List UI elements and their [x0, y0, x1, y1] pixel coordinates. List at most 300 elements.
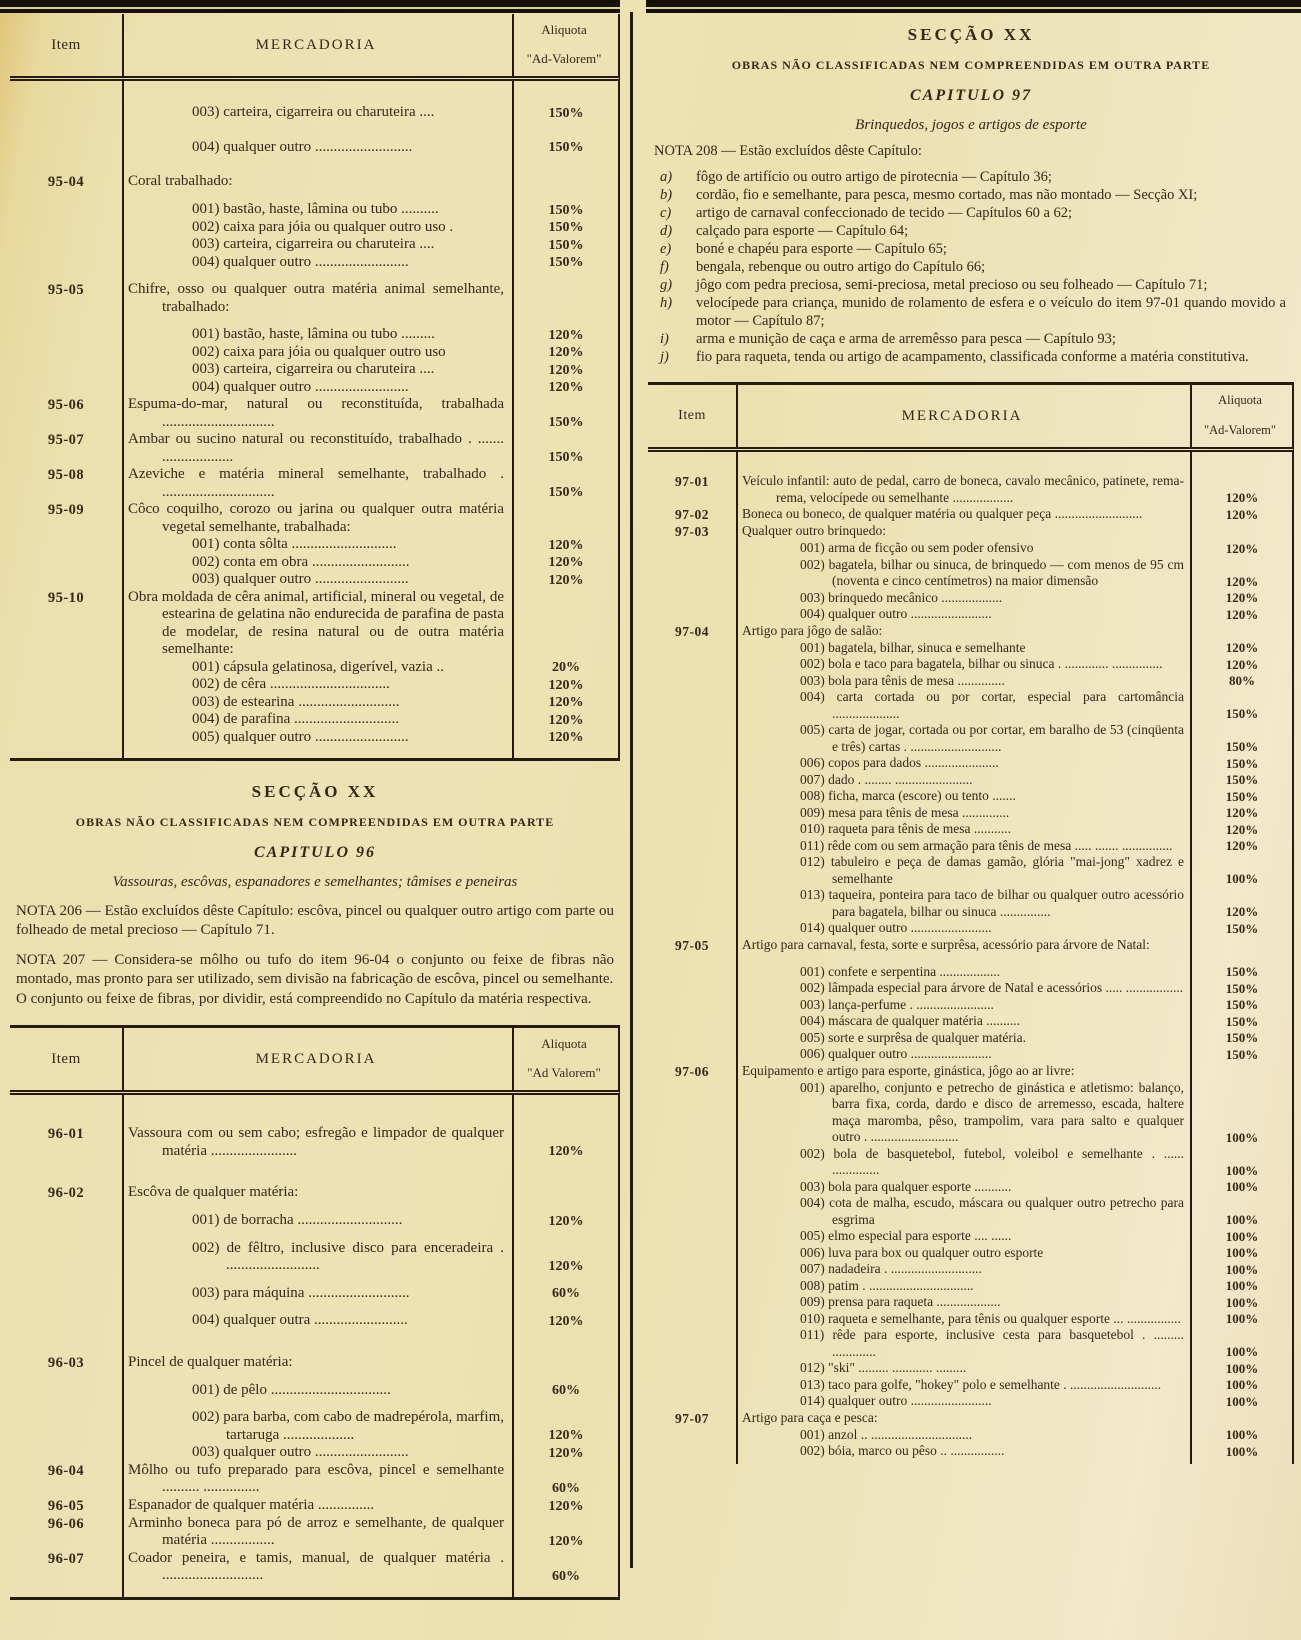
table-row: [648, 887, 1292, 920]
mercadoria-text: 007) dado . ........ .......................: [800, 771, 973, 787]
mercadoria-text: 004) carta cortada ou por cortar, especial para cartomância ....................: [800, 689, 1184, 721]
mercadoria-text: 003) carteira, cigarreira ou charuteira ....: [192, 361, 435, 377]
item-number: 97-06: [675, 1063, 709, 1079]
aliquota-value: [1192, 623, 1292, 640]
table-row: [648, 606, 1292, 623]
mercadoria-text: 005) carta de jogar, cortada ou por cortar, em baralho de 53 (cinqüenta e três) cartas . ...........................: [800, 722, 1184, 754]
item-number: [648, 1013, 736, 1030]
table-row: [648, 557, 1292, 590]
exclusion-item: [650, 168, 1290, 186]
table-body: [10, 81, 620, 761]
mercadoria-text: Boneca ou boneco, de qualquer matéria ou qualquer peça ..........................: [742, 506, 1143, 521]
table-row: [648, 1278, 1292, 1295]
item-number: [648, 1046, 736, 1063]
mercadoria-text: 002) conta em obra ..........................: [192, 553, 410, 570]
table-row: [10, 271, 618, 316]
aliquota-value: 100%: [1225, 1377, 1259, 1392]
exclusion-item: [650, 186, 1290, 204]
mercadoria-text: 009) mesa para tênis de mesa ..............: [800, 804, 1010, 820]
mercadoria-text: Artigo para carnaval, festa, sorte e surprêsa, acessório para árvore de Natal:: [742, 936, 1150, 952]
item-number: [648, 1427, 736, 1444]
aliquota-value: 120%: [1225, 838, 1259, 853]
mercadoria-text: 003) lança-perfume . .......................: [800, 996, 994, 1012]
aliquota-value: 150%: [548, 140, 584, 155]
mercadoria-text: Qualquer outro brinquedo:: [742, 523, 886, 538]
exclusion-letter: c): [660, 205, 672, 221]
aliquota-value: 120%: [548, 730, 584, 745]
aliquota-value: 120%: [548, 1258, 584, 1274]
item-number: 95-06: [47, 397, 85, 413]
table-header: [10, 1025, 620, 1095]
column-header-aliquota: [1188, 385, 1292, 447]
aliquota-value: 100%: [1225, 1278, 1259, 1293]
item-number: [10, 694, 122, 712]
mercadoria-text: Espanador de qualquer matéria ...............: [128, 1496, 375, 1513]
table-row: [648, 1030, 1292, 1047]
item-number: [10, 201, 122, 219]
mercadoria-text: 003) carteira, cigarreira ou charuteira ....: [192, 104, 435, 120]
table-row: [648, 1427, 1292, 1444]
mercadoria-text: 005) qualquer outro .........................: [192, 728, 409, 745]
aliquota-value: 150%: [1225, 980, 1259, 996]
item-number: [10, 236, 122, 254]
aliquota-value: 120%: [548, 1533, 584, 1549]
aliquota-value: 150%: [1225, 772, 1259, 787]
table-row: [648, 540, 1292, 557]
item-number: [10, 729, 122, 747]
table-row: [648, 1195, 1292, 1228]
mercadoria-text: 010) raqueta e semelhante, para tênis ou qualquer esporte ... ................: [800, 1310, 1181, 1326]
table-row: [10, 316, 618, 344]
item-number: [648, 1393, 736, 1410]
aliquota-value: 120%: [1225, 590, 1259, 605]
aliquota-value: 120%: [1225, 821, 1259, 837]
item-number: [10, 676, 122, 694]
aliquota-value: 120%: [548, 555, 584, 570]
aliquota-value: 150%: [1225, 1030, 1259, 1045]
table-header: [648, 382, 1294, 452]
item-number: [648, 689, 736, 722]
section-title: SECÇÃO XX: [907, 25, 1035, 44]
tariff-table-chapter-95: [10, 14, 620, 761]
table-row: [10, 501, 618, 536]
chapter-subtitle: Vassouras, escôvas, espanadores e semelhantes; tâmises e peneiras: [112, 874, 518, 890]
exclusions-list: [650, 168, 1292, 366]
item-number: 97-04: [675, 623, 709, 639]
table-row: [648, 640, 1292, 657]
mercadoria-text: Chifre, osso ou qualquer outra matéria animal semelhante, trabalhado:: [128, 281, 504, 315]
section-subtitle-obras: OBRAS NÃO CLASSIFICADAS NEM COMPREENDIDAS EM OUTRA PARTE: [75, 815, 555, 829]
mercadoria-text: 001) bastão, haste, lâmina ou tubo .........: [192, 326, 435, 342]
table-row: [10, 1202, 618, 1230]
aliquota-value: 150%: [1225, 964, 1259, 979]
item-number: 96-03: [47, 1354, 85, 1371]
mercadoria-text: 003) brinquedo mecânico ..................: [800, 589, 1003, 605]
aliquota-value: 150%: [548, 450, 584, 465]
aliquota-value: 120%: [548, 1428, 584, 1443]
exclusion-text: fio para raqueta, tenda ou artigo de acampamento, classificada conforme a matéria constitutiva.: [696, 349, 1249, 365]
table-row: [648, 1294, 1292, 1311]
mercadoria-text: 004) de parafina ............................: [192, 711, 400, 727]
item-number: 96-07: [47, 1550, 85, 1567]
item-number: [648, 1278, 736, 1295]
aliquota-value: 100%: [1225, 1228, 1259, 1244]
item-number: [648, 964, 736, 981]
exclusion-text: cordão, fio e semelhante, para pesca, mesmo cortado, mas não montado — Secção XI;: [696, 187, 1198, 203]
item-number: [648, 755, 736, 772]
aliquota-value: 60%: [552, 1383, 580, 1398]
item-number: 96-06: [47, 1515, 85, 1532]
aliquota-value: 120%: [548, 1445, 584, 1461]
item-number: [648, 772, 736, 789]
aliquota-value: 120%: [1225, 805, 1259, 820]
mercadoria-text: 003) carteira, cigarreira ou charuteira ....: [192, 236, 435, 252]
mercadoria-text: Equipamento e artigo para esporte, ginástica, jôgo ao ar livre:: [742, 1062, 1075, 1078]
mercadoria-text: 002) lâmpada especial para árvore de Natal e acessórios ..... .................: [800, 980, 1184, 995]
mercadoria-text: 004) qualquer outro ........................: [800, 606, 992, 621]
table-row: [648, 997, 1292, 1014]
exclusion-letter: a): [660, 169, 673, 185]
exclusion-item: [650, 330, 1290, 348]
aliquota-value: 150%: [1225, 920, 1259, 936]
mercadoria-text: 003) bola para tênis de mesa ..............: [800, 672, 1005, 688]
table-row: [10, 729, 618, 747]
table-row: [648, 805, 1292, 822]
table-row: [648, 980, 1292, 997]
aliquota-value: 150%: [548, 105, 584, 121]
right-column: [648, 0, 1294, 1464]
item-number: [648, 1261, 736, 1278]
item-number: 95-08: [47, 467, 85, 483]
table-row: [10, 1101, 618, 1160]
section-heading-capitulo-97: [648, 0, 1294, 368]
mercadoria-text: 001) de pêlo ................................: [192, 1381, 391, 1398]
column-header-item: Item: [51, 1050, 81, 1067]
table-row: [10, 659, 618, 677]
mercadoria-text: 009) prensa para raqueta ...................: [800, 1294, 1001, 1309]
mercadoria-text: Pincel de qualquer matéria:: [128, 1353, 293, 1370]
item-number: [648, 821, 736, 838]
item-number: [648, 1360, 736, 1377]
table-row: [648, 772, 1292, 789]
item-number: [10, 536, 122, 554]
mercadoria-text: 001) aparelho, conjunto e petrecho de ginástica e atletismo: balanço, barra fixa, corda, dardo e disco de arremesso, escada, haltere maça maromba, pêso, trampolim, vara para salto e qualquer outro . ..........................: [800, 1079, 1184, 1144]
item-number: [10, 711, 122, 729]
ad-valorem-label: "Ad-Valorem": [1204, 423, 1276, 437]
item-number: [648, 1245, 736, 1262]
mercadoria-text: 012) tabuleiro e peça de damas gamão, glória "mai-jong" xadrez e semelhante: [800, 854, 1184, 886]
table-row: [648, 1261, 1292, 1278]
table-row: [648, 838, 1292, 855]
mercadoria-text: Vassoura com ou sem cabo; esfregão e limpador de qualquer matéria .......................: [128, 1125, 504, 1159]
mercadoria-text: 006) copos para dados ......................: [800, 755, 999, 770]
item-number: [10, 1285, 122, 1303]
aliquota-value: 120%: [1225, 540, 1259, 556]
table-row: [10, 554, 618, 572]
column-header-item: Item: [678, 408, 706, 423]
mercadoria-text: 004) qualquer outra .........................: [192, 1312, 408, 1328]
table-row: [10, 379, 618, 397]
mercadoria-text: 004) qualquer outro ..........................: [192, 138, 413, 155]
table-row: [648, 673, 1292, 690]
item-number: [648, 557, 736, 590]
exclusion-letter: d): [660, 223, 673, 239]
item-number: [10, 1312, 122, 1330]
aliquota-value: 100%: [1225, 1443, 1259, 1459]
aliquota-value: [514, 589, 618, 659]
exclusion-text: boné e chapéu para esporte — Capítulo 65;: [696, 241, 947, 257]
column-divider: [630, 12, 633, 1568]
aliquota-label: Aliquota: [1218, 393, 1262, 407]
table-row: [648, 1311, 1292, 1328]
item-number: [648, 1377, 736, 1394]
mercadoria-text: 002) bóia, marco ou pêso .. ................: [800, 1443, 1005, 1458]
mercadoria-text: Escôva de qualquer matéria:: [128, 1184, 299, 1200]
aliquota-value: 150%: [548, 220, 584, 235]
exclusion-item: [650, 240, 1290, 258]
table-row: [648, 506, 1292, 523]
item-number: [10, 379, 122, 397]
column-header-aliquota: [510, 1028, 618, 1090]
table-row: [10, 254, 618, 272]
item-number: [648, 887, 736, 920]
mercadoria-text: 006) qualquer outro ........................: [800, 1046, 992, 1061]
item-number: 96-05: [47, 1497, 85, 1514]
aliquota-value: [514, 173, 618, 191]
item-number: [648, 640, 736, 657]
item-number: 97-02: [675, 507, 709, 522]
table-row: [648, 689, 1292, 722]
exclusion-item: [650, 276, 1290, 294]
item-number: [10, 139, 122, 157]
item-number: [10, 254, 122, 272]
aliquota-value: 120%: [548, 712, 584, 728]
table-row: [648, 755, 1292, 772]
exclusion-text: artigo de carnaval confeccionado de tecido — Capítulos 60 a 62;: [696, 205, 1073, 221]
table-row: [648, 523, 1292, 540]
mercadoria-text: Azeviche e matéria mineral semelhante, trabalhado . ..............................: [128, 466, 504, 500]
aliquota-value: 100%: [1225, 1212, 1259, 1227]
mercadoria-text: 010) raqueta para tênis de mesa ...........: [800, 821, 1012, 836]
mercadoria-text: 002) caixa para jóia ou qualquer outro uso: [192, 343, 446, 360]
exclusion-item: [650, 222, 1290, 240]
item-number: [10, 1382, 122, 1400]
item-number: 97-03: [675, 524, 709, 539]
mercadoria-text: Espuma-do-mar, natural ou reconstituída, trabalhada ..............................: [128, 396, 504, 430]
item-number: [648, 980, 736, 997]
aliquota-value: 100%: [1225, 1344, 1259, 1359]
item-number: 97-05: [675, 937, 709, 953]
item-number: [10, 219, 122, 237]
table-row: [10, 1302, 618, 1330]
mercadoria-text: 013) taqueira, ponteira para taco de bilhar ou qualquer outro acessório para bagatela, bilhar ou sinuca ...............: [800, 887, 1184, 919]
table-row: [10, 676, 618, 694]
mercadoria-text: 008) patim . ...............................: [800, 1277, 974, 1293]
nota-208: NOTA 208 — Estão excluídos dêste Capítulo:: [654, 143, 922, 159]
table-row: [648, 1327, 1292, 1360]
exclusion-letter: f): [660, 259, 669, 275]
aliquota-value: 150%: [1225, 997, 1259, 1012]
aliquota-value: 150%: [1225, 1046, 1259, 1062]
exclusion-letter: j): [660, 349, 669, 365]
aliquota-value: 150%: [548, 485, 584, 500]
item-number: [648, 788, 736, 805]
mercadoria-text: Artigo para jôgo de salão:: [742, 622, 883, 638]
mercadoria-text: 002) de fêltro, inclusive disco para enceradeira . .........................: [192, 1239, 504, 1273]
column-header-mercadoria: MERCADORIA: [255, 36, 377, 53]
mercadoria-text: 003) de estearina ...........................: [192, 693, 400, 710]
table-row: [648, 821, 1292, 838]
aliquota-value: 100%: [1225, 1393, 1259, 1409]
mercadoria-text: 001) confete e serpentina ..................: [800, 963, 1001, 979]
item-number: 96-02: [47, 1185, 85, 1201]
exclusion-item: [650, 294, 1290, 330]
table-row: [648, 456, 1292, 506]
aliquota-value: 100%: [1225, 1427, 1259, 1442]
mercadoria-text: 002) bola e taco para bagatela, bilhar ou sinuca . ............. ...............: [800, 656, 1163, 671]
nota-207-continuation: O conjunto ou feixe de fibras, por dividir, está compreendido no Capítulo da matéria respectiva.: [16, 991, 592, 1007]
aliquota-value: 150%: [1225, 706, 1259, 721]
tariff-table-chapter-97: [648, 382, 1294, 1464]
table-row: [10, 1497, 618, 1515]
ad-valorem-label: "Ad-Valorem": [526, 51, 602, 66]
table-row: [10, 361, 618, 379]
item-number: [648, 997, 736, 1014]
item-number: [648, 1195, 736, 1228]
table-body: [10, 1095, 620, 1600]
exclusion-letter: h): [660, 295, 673, 311]
item-number: 96-04: [47, 1462, 85, 1479]
mercadoria-text: 002) para barba, com cabo de madrepérola, marfim, tartaruga ...................: [192, 1409, 504, 1443]
table-row: [648, 722, 1292, 755]
aliquota-value: 120%: [548, 1313, 584, 1329]
table-row: [10, 219, 618, 237]
aliquota-value: 150%: [1225, 1013, 1259, 1029]
item-number: [648, 1146, 736, 1179]
aliquota-value: 150%: [548, 255, 584, 270]
aliquota-value: [514, 1354, 618, 1372]
mercadoria-text: 001) bagatela, bilhar, sinuca e semelhante: [800, 639, 1026, 655]
aliquota-value: 120%: [548, 345, 584, 360]
aliquota-value: 120%: [1225, 640, 1259, 655]
exclusion-letter: b): [660, 187, 673, 203]
aliquota-value: 120%: [548, 327, 584, 343]
item-number: [648, 838, 736, 855]
table-row: [648, 1013, 1292, 1030]
table-row: [10, 236, 618, 254]
mercadoria-text: Coador peneira, e tamis, manual, de qualquer matéria . ...........................: [128, 1549, 504, 1583]
item-number: [648, 1443, 736, 1460]
aliquota-value: 120%: [548, 677, 584, 693]
mercadoria-text: Coral trabalhado:: [128, 173, 233, 189]
aliquota-value: [1192, 1410, 1292, 1427]
table-header: [10, 14, 620, 81]
item-number: [648, 722, 736, 755]
table-row: [648, 1146, 1292, 1179]
aliquota-value: 120%: [548, 1213, 584, 1229]
item-number: [648, 1327, 736, 1360]
item-number: [10, 361, 122, 379]
aliquota-value: [514, 501, 618, 536]
aliquota-value: 60%: [552, 1286, 580, 1301]
item-number: [10, 1240, 122, 1275]
mercadoria-text: 008) ficha, marca (escore) ou tento .......: [800, 788, 1016, 803]
item-number: [648, 540, 736, 557]
mercadoria-text: 011) rêde com ou sem armação para tênis de mesa ..... ....... ...............: [800, 837, 1173, 853]
exclusion-letter: i): [660, 331, 669, 347]
table-row: [648, 1046, 1292, 1063]
item-number: [10, 104, 122, 122]
table-row: [10, 466, 618, 501]
exclusion-item: [650, 204, 1290, 222]
table-row: [648, 1443, 1292, 1460]
aliquota-value: 150%: [548, 237, 584, 253]
item-number: 97-07: [675, 1410, 709, 1426]
aliquota-value: 150%: [548, 415, 584, 430]
aliquota-value: 100%: [1225, 1245, 1259, 1260]
table-row: [10, 1330, 618, 1372]
mercadoria-text: Arminho boneca para pó de arroz e semelhante, de qualquer matéria .................: [128, 1514, 504, 1548]
table-row: [648, 1410, 1292, 1427]
aliquota-value: 120%: [548, 1498, 584, 1514]
table-row: [648, 1393, 1292, 1410]
item-number: [10, 1212, 122, 1230]
aliquota-value: 120%: [1225, 490, 1259, 505]
aliquota-value: 120%: [1225, 507, 1259, 522]
aliquota-value: 150%: [1225, 788, 1259, 804]
table-row: [10, 431, 618, 466]
mercadoria-text: 013) taco para golfe, "hokey" polo e semelhante . ...........................: [800, 1376, 1162, 1392]
mercadoria-text: 005) elmo especial para esporte .... ......: [800, 1228, 1012, 1243]
table-row: [648, 788, 1292, 805]
exclusion-item: [650, 258, 1290, 276]
aliquota-value: 120%: [548, 537, 584, 553]
item-number: [10, 1444, 122, 1462]
aliquota-value: 120%: [1225, 656, 1259, 672]
column-header-aliquota: [510, 14, 618, 76]
chapter-title: CAPITULO 97: [910, 87, 1032, 104]
mercadoria-text: Môlho ou tufo preparado para escôva, pincel e semelhante .......... ...............: [128, 1461, 504, 1495]
table-row: [648, 954, 1292, 981]
section-title: SECÇÃO XX: [251, 782, 379, 801]
aliquota-value: 20%: [552, 660, 580, 675]
exclusion-text: velocípede para criança, munido de rolamento de esfera e o veículo do item 97-01 quando movido a motor — Capítulo 87;: [696, 295, 1286, 329]
table-row: [10, 571, 618, 589]
item-number: [648, 1080, 736, 1146]
table-row: [10, 122, 618, 157]
table-row: [10, 1444, 618, 1462]
table-row: [10, 1515, 618, 1550]
table-row: [10, 589, 618, 659]
nota-206: NOTA 206 — Estão excluídos dêste Capítulo: escôva, pincel ou qualquer outro artigo com parte ou folheado de metal precioso — Capítulo 71.: [16, 903, 614, 938]
item-number: 96-01: [47, 1126, 85, 1142]
aliquota-value: 150%: [548, 202, 584, 218]
mercadoria-text: 006) luva para box ou qualquer outro esporte: [800, 1244, 1044, 1260]
table-row: [10, 344, 618, 362]
exclusion-text: jôgo com pedra preciosa, semi-preciosa, metal precioso ou seu folheado — Capítulo 71;: [696, 277, 1208, 293]
item-number: 95-07: [47, 432, 85, 448]
aliquota-value: 120%: [548, 362, 584, 378]
table-row: [10, 1160, 618, 1202]
mercadoria-text: 004) cota de malha, escudo, máscara ou qualquer outro petrecho para esgrima: [800, 1195, 1184, 1227]
item-number: [10, 326, 122, 344]
table-row: [10, 1462, 618, 1497]
left-column: [10, 0, 620, 1600]
item-number: [648, 1228, 736, 1245]
aliquota-value: 120%: [548, 1144, 584, 1159]
mercadoria-text: 004) qualquer outro .........................: [192, 378, 409, 395]
item-number: [10, 554, 122, 572]
